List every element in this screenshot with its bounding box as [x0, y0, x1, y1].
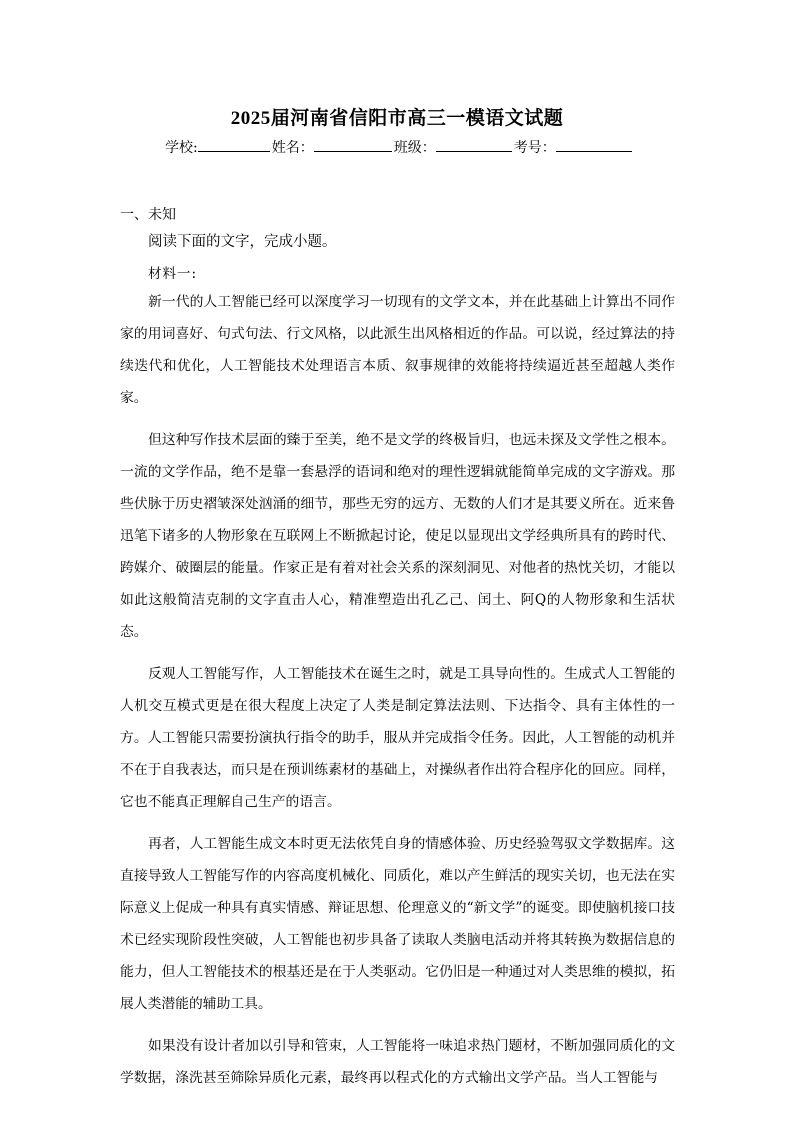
student-info-row: [165, 137, 634, 157]
school-label: 学校:: [165, 140, 198, 156]
paragraph: 但这种写作技术层面的臻于至美，绝不是文学的终极旨归，也远未探及文学性之根本。一流的文学作品，绝不是靠一套悬浮的语词和绝对的理性逻辑就能简单完成的文字游戏。那些伏脉于历史褶皱深处汹涌的细节，那些无穷的远方、无数的人们才是其要义所在。近来鲁迅笔下诸多的人物形象在互联网上不断掀起讨论，使足以显现出文学经典所具有的跨时代、跨媒介、破圈层的能量。作家正是有着对社会关系的深刻洞见、对他者的热忱关切，才能以如此这般简洁克制的文字直击人心，精准塑造出孔乙己、闰土、阿Q的人物形象和生活状态。: [120, 432, 675, 640]
class-blank[interactable]: [436, 137, 512, 152]
exam-number-label: 考号：: [513, 140, 556, 156]
instruction-text: 阅读下面的文字，完成小题。: [148, 234, 337, 250]
material-label: 材料一:: [148, 266, 198, 282]
section-heading: 一、未知: [120, 206, 176, 222]
class-label: 班级：: [393, 140, 436, 156]
paragraph: 如果没有设计者加以引导和管束，人工智能将一味追求热门题材，不断加强同质化的文学数据，涤洗甚至筛除异质化元素，最终再以程式化的方式输出文学产品。当人工智能与: [120, 1038, 675, 1086]
paragraph: 反观人工智能写作，人工智能技术在诞生之时，就是工具导向性的。生成式人工智能的人机交互模式更是在很大程度上决定了人类是制定算法法则、下达指令、具有主体性的一方。人工智能只需要扮演执行指令的助手，服从并完成指令任务。因此，人工智能的动机并不在于自我表达，而只是在预训练素材的基础上，对操纵者作出符合程序化的回应。同样，它也不能真正理解自己生产的语言。: [120, 666, 675, 810]
school-blank[interactable]: [198, 137, 270, 152]
exam-number-blank[interactable]: [556, 137, 632, 152]
paragraph: 再者，人工智能生成文本时更无法依凭自身的情感体验、历史经验驾驭文学数据库。这直接导致人工智能写作的内容高度机械化、同质化，难以产生鲜活的现实关切，也无法在实际意义上促成一种具有真实情感、辩证思想、伦理意义的“新文学”的诞变。即使脑机接口技术已经实现阶段性突破，人工智能也初步具备了读取人类脑电活动并将其转换为数据信息的能力，但人工智能技术的根基还是在于人类驱动。它仍旧是一种通过对人类思维的模拟，拓展人类潜能的辅助工具。: [120, 836, 675, 1012]
name-blank[interactable]: [314, 137, 392, 152]
passage-body: [120, 286, 675, 1094]
name-label: 姓名：: [271, 140, 314, 156]
page-title: 2025届河南省信阳市高三一模语文试题: [230, 108, 564, 129]
paragraph: 新一代的人工智能已经可以深度学习一切现有的文学文本，并在此基础上计算出不同作家的用词喜好、句式句法、行文风格，以此派生出风格相近的作品。可以说，经过算法的持续迭代和优化，人工智能技术处理语言本质、叙事规律的效能将持续逼近甚至超越人类作家。: [120, 294, 675, 406]
